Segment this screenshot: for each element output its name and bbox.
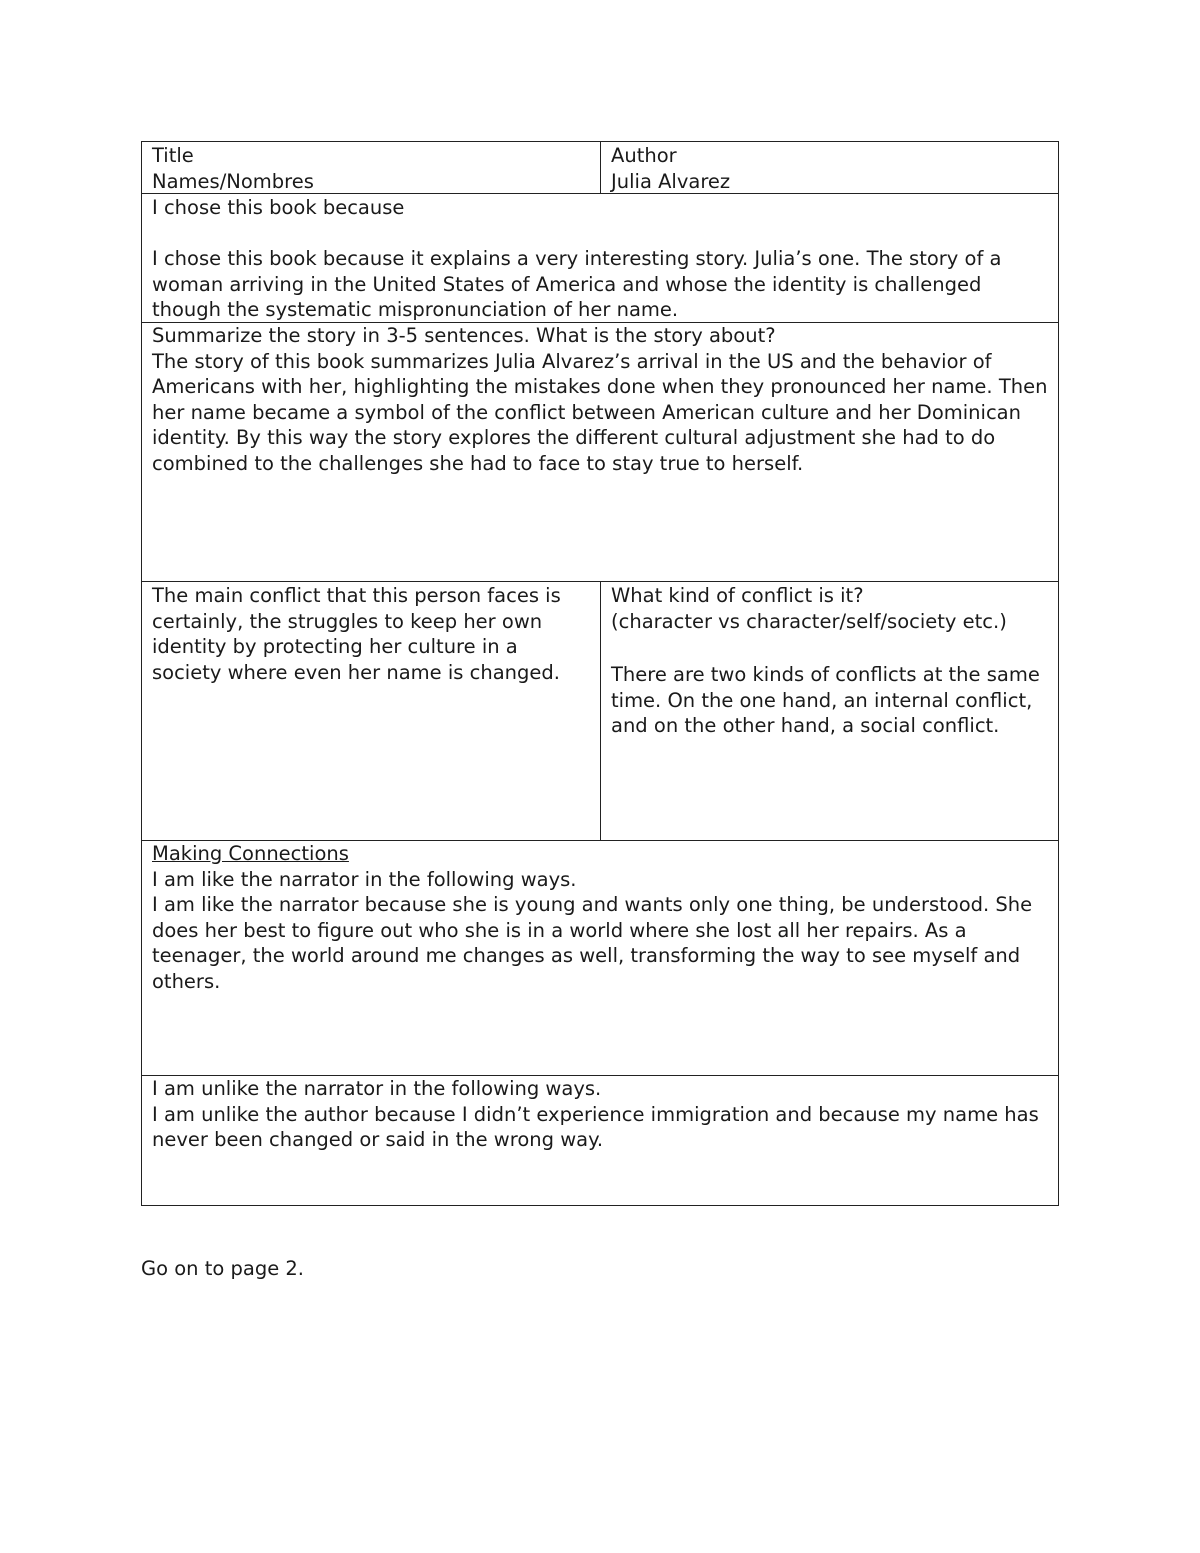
reading-worksheet-table	[141, 141, 1059, 1206]
summary-prompt: Summarize the story in 3-5 sentences. What is the story about?	[152, 324, 776, 347]
connections-like-cell	[142, 841, 1058, 1075]
title-label: Title	[152, 144, 194, 167]
conflict-kind-prompt: What kind of conflict is it?	[611, 584, 864, 607]
unlike-cell	[142, 1076, 1058, 1205]
summary-cell	[142, 323, 1058, 581]
author-label: Author	[611, 144, 677, 167]
title-author-row	[142, 142, 1058, 193]
conflict-kind-hint: (character vs character/self/society etc.)	[611, 609, 1007, 633]
title-cell	[142, 142, 601, 193]
connections-like-row	[142, 840, 1058, 1075]
connections-heading: Making Connections	[152, 842, 349, 865]
conflict-row	[142, 581, 1058, 840]
conflict-kind-answer: There are two kinds of conflicts at the same time. On the one hand, an internal conflict, and on the other hand, a social conflict.	[611, 663, 1047, 737]
reason-prompt: I chose this book because	[152, 196, 405, 219]
reason-row	[142, 193, 1058, 322]
unlike-prompt: I am unlike the narrator in the following ways.	[152, 1077, 602, 1100]
summary-answer: The story of this book summarizes Julia Alvarez’s arrival in the US and the behavior of Americans with her, highlighting the mistakes done when they pronounced her name. Then her name became a symbol of the conflict between American culture and her Dominican identity. By this way the story explores the different cultural adjustment she had to do combined to the challenges she had to face to stay true to herself.	[152, 349, 1054, 475]
summary-row	[142, 322, 1058, 581]
title-value: Names/Nombres	[152, 169, 314, 193]
unlike-row	[142, 1075, 1058, 1205]
author-value: Julia Alvarez	[611, 169, 731, 193]
main-conflict-cell	[142, 582, 601, 840]
unlike-answer: I am unlike the author because I didn’t experience immigration and because my name has never been changed or said in the wrong way.	[152, 1102, 1045, 1151]
like-answer: I am like the narrator because she is young and wants only one thing, be understood. She does her best to figure out who she is in a world where she lost all her repairs. As a teenager, the world around me changes as well, transforming the way to see myself and others.	[152, 893, 1039, 993]
footer-instruction: Go on to page 2.	[141, 1257, 305, 1280]
like-prompt: I am like the narrator in the following ways.	[152, 867, 577, 891]
conflict-kind-cell	[601, 582, 1058, 840]
main-conflict-answer: certainly, the struggles to keep her own identity by protecting her culture in a society where even her name is changed.	[152, 609, 560, 684]
author-cell	[601, 142, 1058, 193]
reason-answer: I chose this book because it explains a very interesting story. Julia’s one. The story of a woman arriving in the United States of America and whose the identity is challenged though the systematic mispronunciation of her name.	[152, 247, 1008, 321]
reason-cell	[142, 194, 1058, 322]
main-conflict-prompt: The main conflict that this person faces is	[152, 584, 561, 607]
